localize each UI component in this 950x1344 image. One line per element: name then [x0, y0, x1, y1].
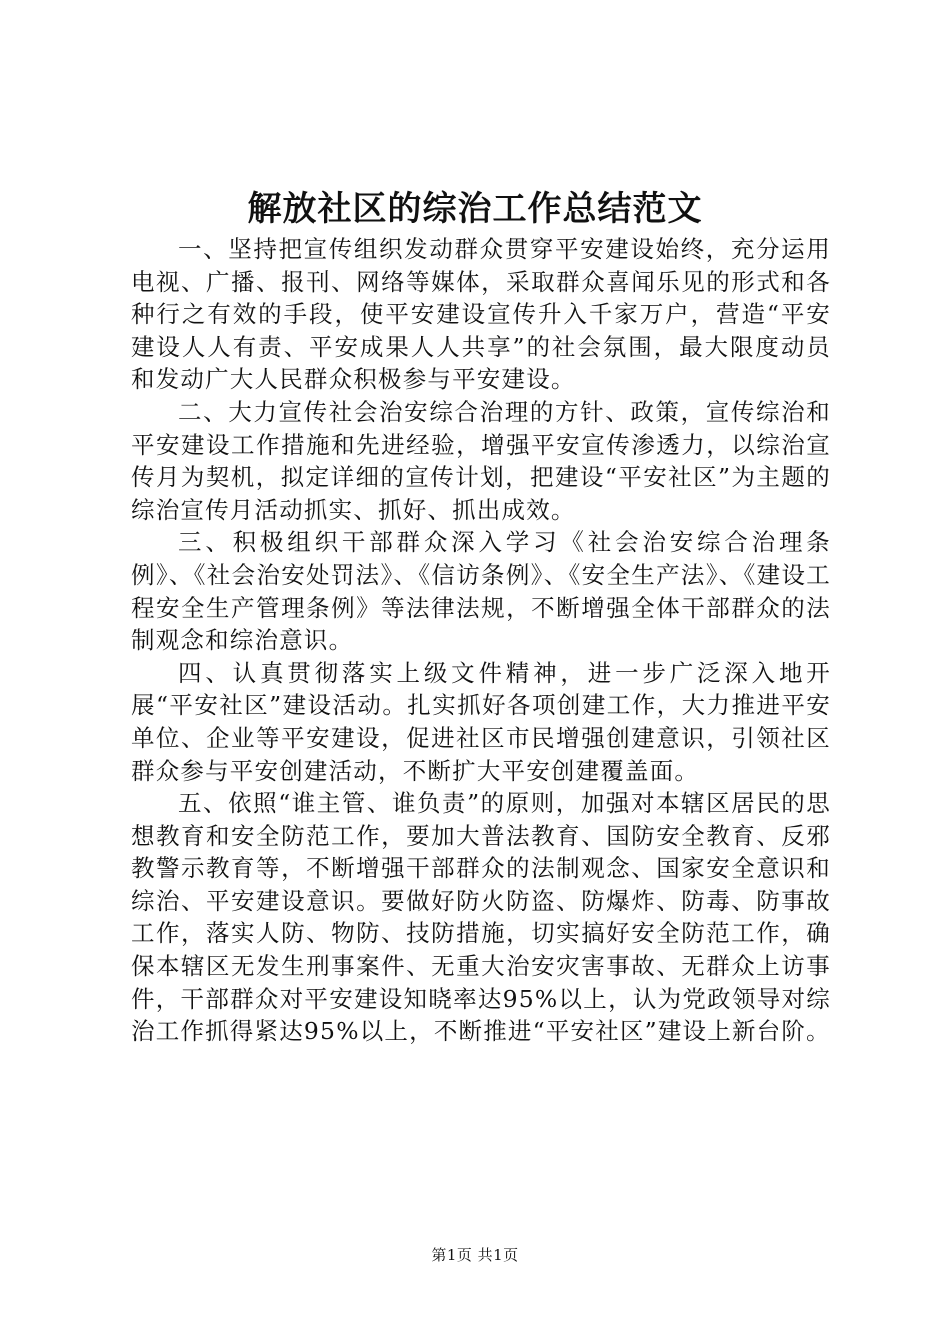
paragraph-2: 二、大力宣传社会治安综合治理的方针、政策，宣传综治和平安建设工作措施和先进经验，增强平安宣传渗透力，以综治宣传月为契机，拟定详细的宣传计划，把建设“平安社区”为主题的综治宣传月活动抓实、抓好、抓出成效。	[131, 397, 831, 524]
paragraph-5: 五、依照“谁主管、谁负责”的原则，加强对本辖区居民的思想教育和安全防范工作，要加大普法教育、国防安全教育、反邪教警示教育等，不断增强干部群众的法制观念、国家安全意识和综治、平安建设意识。要做好防火防盗、防爆炸、防毒、防事故工作，落实人防、物防、技防措施，切实搞好安全防范工作，确保本辖区无发生刑事案件、无重大治安灾害事故、无群众上访事件，干部群众对平安建设知晓率达95%以上，认为党政领导对综治工作抓得紧达95%以上，不断推进“平安社区”建设上新台阶。	[131, 789, 831, 1046]
page-number-footer: 第1页 共1页	[431, 1246, 519, 1264]
document-title: 解放社区的综治工作总结范文	[247, 189, 703, 229]
document-body	[131, 233, 831, 1048]
paragraph-3: 三、积极组织干部群众深入学习《社会治安综合治理条例》、《社会治安处罚法》、《信访条例》、《安全生产法》、《建设工程安全生产管理条例》等法律法规，不断增强全体干部群众的法制观念和综治意识。	[131, 528, 831, 655]
paragraph-1: 一、坚持把宣传组织发动群众贯穿平安建设始终，充分运用电视、广播、报刊、网络等媒体，采取群众喜闻乐见的形式和各种行之有效的手段，使平安建设宣传升入千家万户，营造“平安建设人人有责、平安成果人人共享”的社会氛围，最大限度动员和发动广大人民群众积极参与平安建设。	[131, 235, 831, 394]
paragraph-4: 四、认真贯彻落实上级文件精神，进一步广泛深入地开展“平安社区”建设活动。扎实抓好各项创建工作，大力推进平安单位、企业等平安建设，促进社区市民增强创建意识，引领社区群众参与平安创建活动，不断扩大平安创建覆盖面。	[131, 658, 831, 785]
